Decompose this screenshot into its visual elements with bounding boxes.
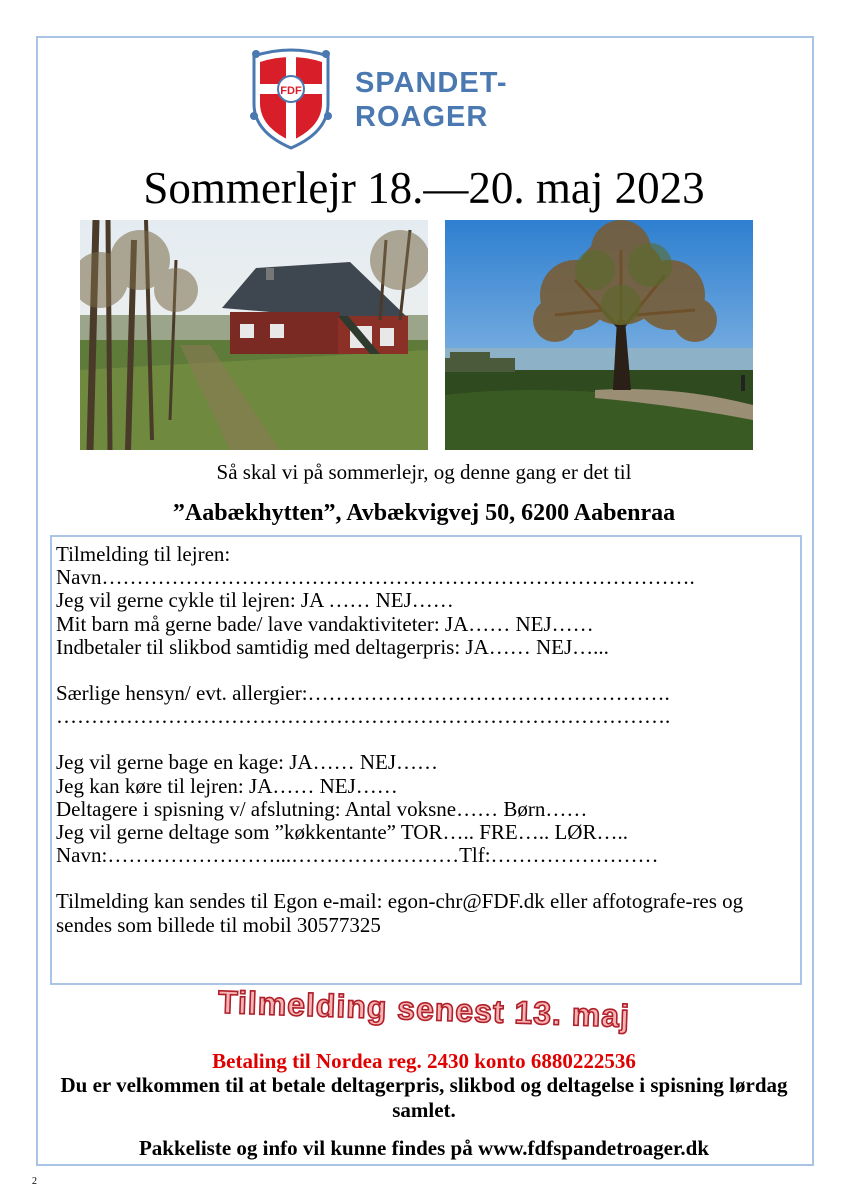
- payment-info: Betaling til Nordea reg. 2430 konto 6880222536: [212, 1049, 636, 1073]
- form-spacer: [56, 659, 796, 682]
- form-line[interactable]: Særlige hensyn/ evt. allergier:…………………………………………….: [56, 682, 670, 706]
- form-line[interactable]: Jeg kan køre til lejren: JA…… NEJ……: [56, 774, 398, 798]
- form-line[interactable]: Deltagere i spisning v/ afslutning: Antal voksne…… Børn……: [56, 797, 588, 821]
- cabin-photo: [80, 220, 428, 450]
- welcome-text: Du er velkommen til at betale deltagerpris, slikbod og deltagelse i spisning lørdag samlet.: [60, 1073, 788, 1122]
- form-line[interactable]: Indbetaler til slikbod samtidig med deltagerpris: JA…… NEJ…...: [56, 635, 609, 659]
- form-spacer: [56, 728, 796, 751]
- form-line[interactable]: …………………………………………………………………………….: [56, 705, 671, 729]
- contact-info: Tilmelding kan sendes til Egon e-mail: egon-chr@FDF.dk eller affotografe-res og sendes som billede til mobil 30577325: [56, 890, 744, 937]
- form-line[interactable]: Mit barn må gerne bade/ lave vandaktiviteter: JA…… NEJ……: [56, 612, 594, 636]
- page-title: Sommerlejr 18.—20. maj 2023: [143, 163, 705, 213]
- page-number: 2: [32, 1176, 37, 1187]
- registration-form: [50, 535, 802, 985]
- brand-line-2: ROAGER: [355, 101, 489, 133]
- deadline-banner: [0, 982, 848, 1038]
- form-line: Tilmelding til lejren:: [56, 543, 231, 566]
- intro-text: Så skal vi på sommerlejr, og denne gang er det til: [216, 460, 632, 484]
- form-line[interactable]: Jeg vil gerne bage en kage: JA…… NEJ……: [56, 751, 438, 775]
- form-spacer: [56, 867, 796, 890]
- fdf-logo-icon: [246, 46, 336, 150]
- tree-photo: [445, 220, 753, 450]
- brand-name: [355, 66, 507, 134]
- svg-text:FDF: FDF: [280, 85, 302, 97]
- packing-list-info: Pakkeliste og info vil kunne findes på www.fdfspandetroager.dk: [138, 1136, 710, 1160]
- camp-address: ”Aabækhytten”, Avbækvigvej 50, 6200 Aabenraa: [172, 500, 676, 526]
- form-line[interactable]: Navn:……………………...……………………Tlf:……………………: [56, 844, 659, 868]
- form-line[interactable]: Navn………………………………………………………………………….: [56, 566, 695, 590]
- brand-line-1: SPANDET-: [355, 67, 508, 99]
- form-line[interactable]: Jeg vil gerne cykle til lejren: JA …… NEJ……: [56, 589, 454, 613]
- form-line[interactable]: Jeg vil gerne deltage som ”køkkentante” TOR….. FRE….. LØR…..: [56, 821, 628, 845]
- deadline-text: Tilmelding senest 13. maj: [217, 983, 631, 1035]
